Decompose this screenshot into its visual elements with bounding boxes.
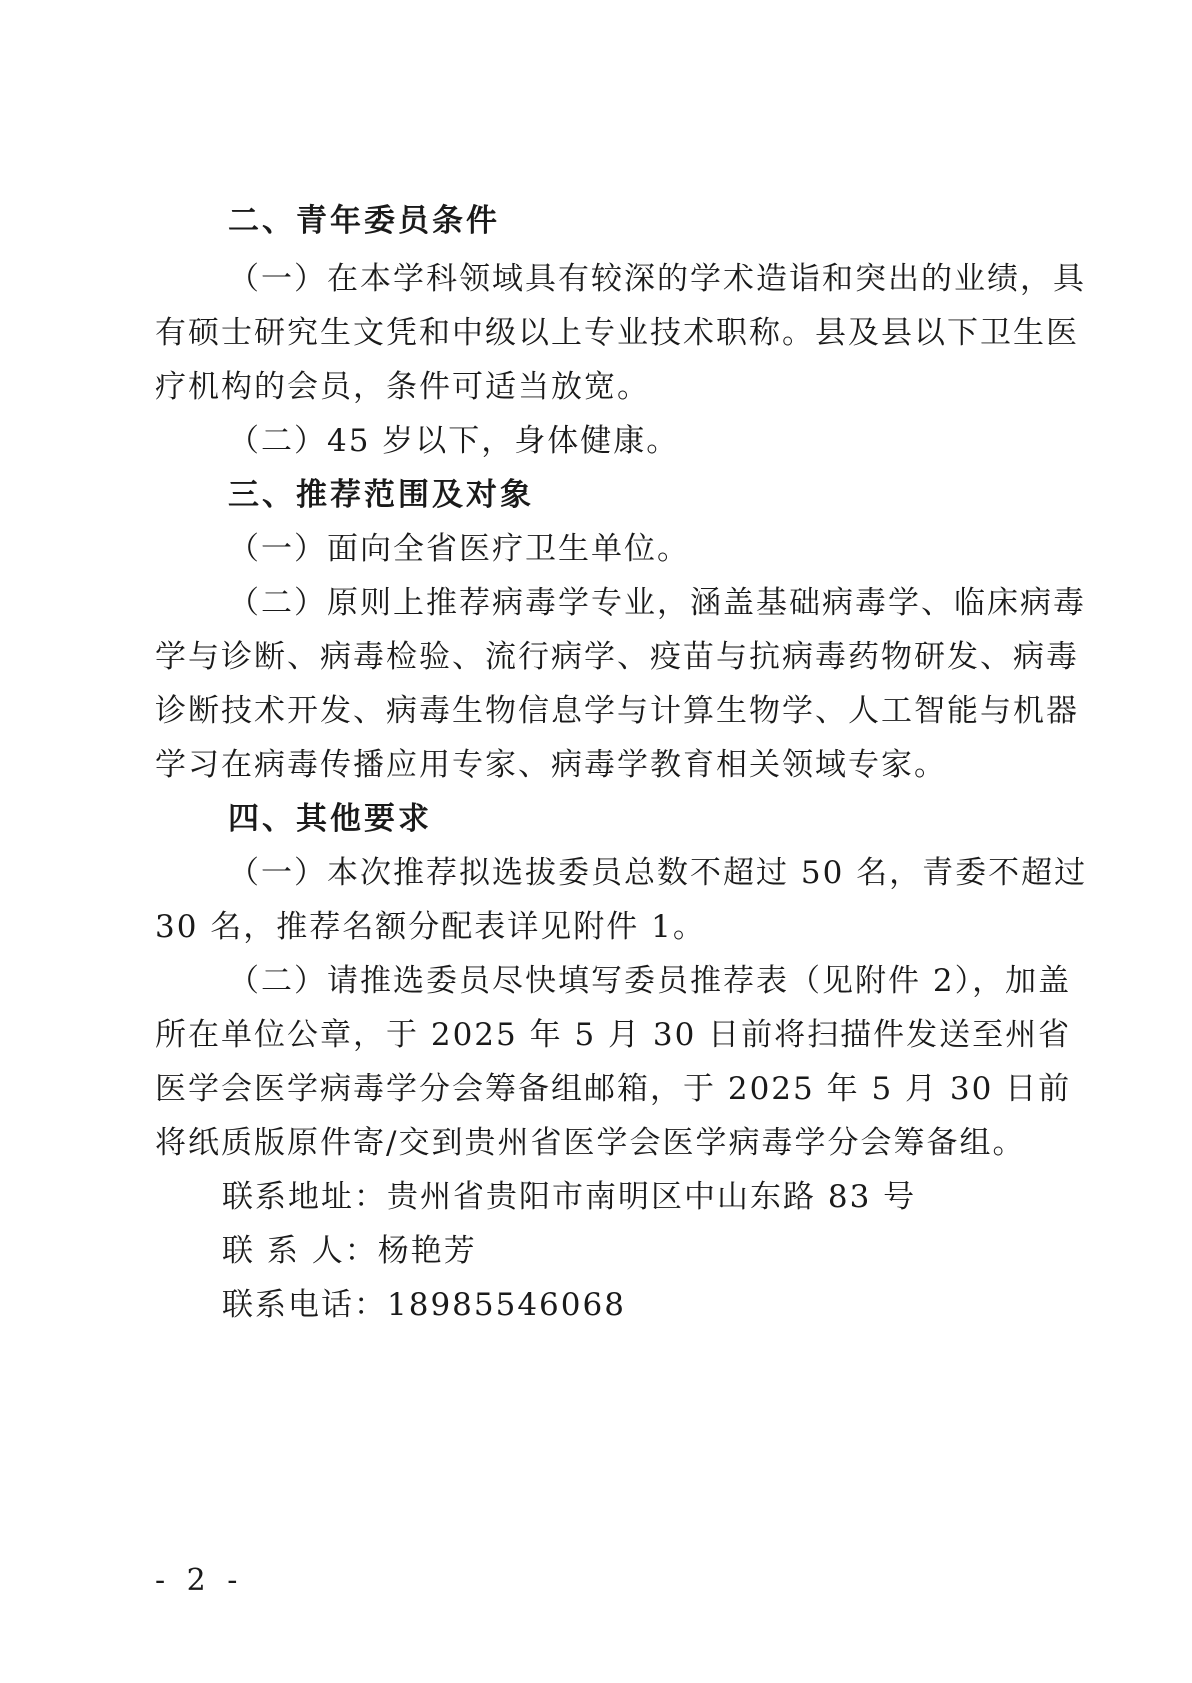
section-3-item-1: （一）面向全省医疗卫生单位。 [228,531,690,567]
section-3-item-2-line-2: 学与诊断、病毒检验、流行病学、疫苗与抗病毒药物研发、病毒 [155,639,1079,675]
section-4-item-2-line-3: 医学会医学病毒学分会筹备组邮箱，于 2025 年 5 月 30 日前 [155,1071,1072,1107]
page-number: - 2 - [155,1563,244,1598]
section-3-item-2-line-3: 诊断技术开发、病毒生物信息学与计算生物学、人工智能与机器 [155,693,1079,729]
section-3-item-2-line-1: （二）原则上推荐病毒学专业，涵盖基础病毒学、临床病毒 [228,585,1086,621]
section-2-item-2: （二）45 岁以下，身体健康。 [228,423,680,459]
section-3-heading: 三、推荐范围及对象 [228,477,534,513]
section-4-item-1-line-1: （一）本次推荐拟选拔委员总数不超过 50 名，青委不超过 [228,855,1088,891]
section-2-item-1-line-1: （一）在本学科领域具有较深的学术造诣和突出的业绩，具 [228,261,1086,297]
section-3-item-2-line-4: 学习在病毒传播应用专家、病毒学教育相关领域专家。 [155,747,947,783]
section-4-item-2-line-2: 所在单位公章，于 2025 年 5 月 30 日前将扫描件发送至州省 [155,1017,1072,1053]
contact-phone: 联系电话：18985546068 [222,1287,626,1323]
section-2-heading: 二、青年委员条件 [228,203,500,239]
contact-address: 联系地址：贵州省贵阳市南明区中山东路 83 号 [222,1179,917,1215]
contact-person: 联 系 人：杨艳芳 [222,1233,477,1269]
section-2-item-1-line-3: 疗机构的会员，条件可适当放宽。 [155,369,650,405]
section-4-heading: 四、其他要求 [228,801,432,837]
section-4-item-1-line-2: 30 名，推荐名额分配表详见附件 1。 [155,909,706,945]
section-4-item-2-line-1: （二）请推选委员尽快填写委员推荐表（见附件 2），加盖 [228,963,1072,999]
section-4-item-2-line-4: 将纸质版原件寄/交到贵州省医学会医学病毒学分会筹备组。 [155,1125,1026,1161]
section-2-item-1-line-2: 有硕士研究生文凭和中级以上专业技术职称。县及县以下卫生医 [155,315,1079,351]
